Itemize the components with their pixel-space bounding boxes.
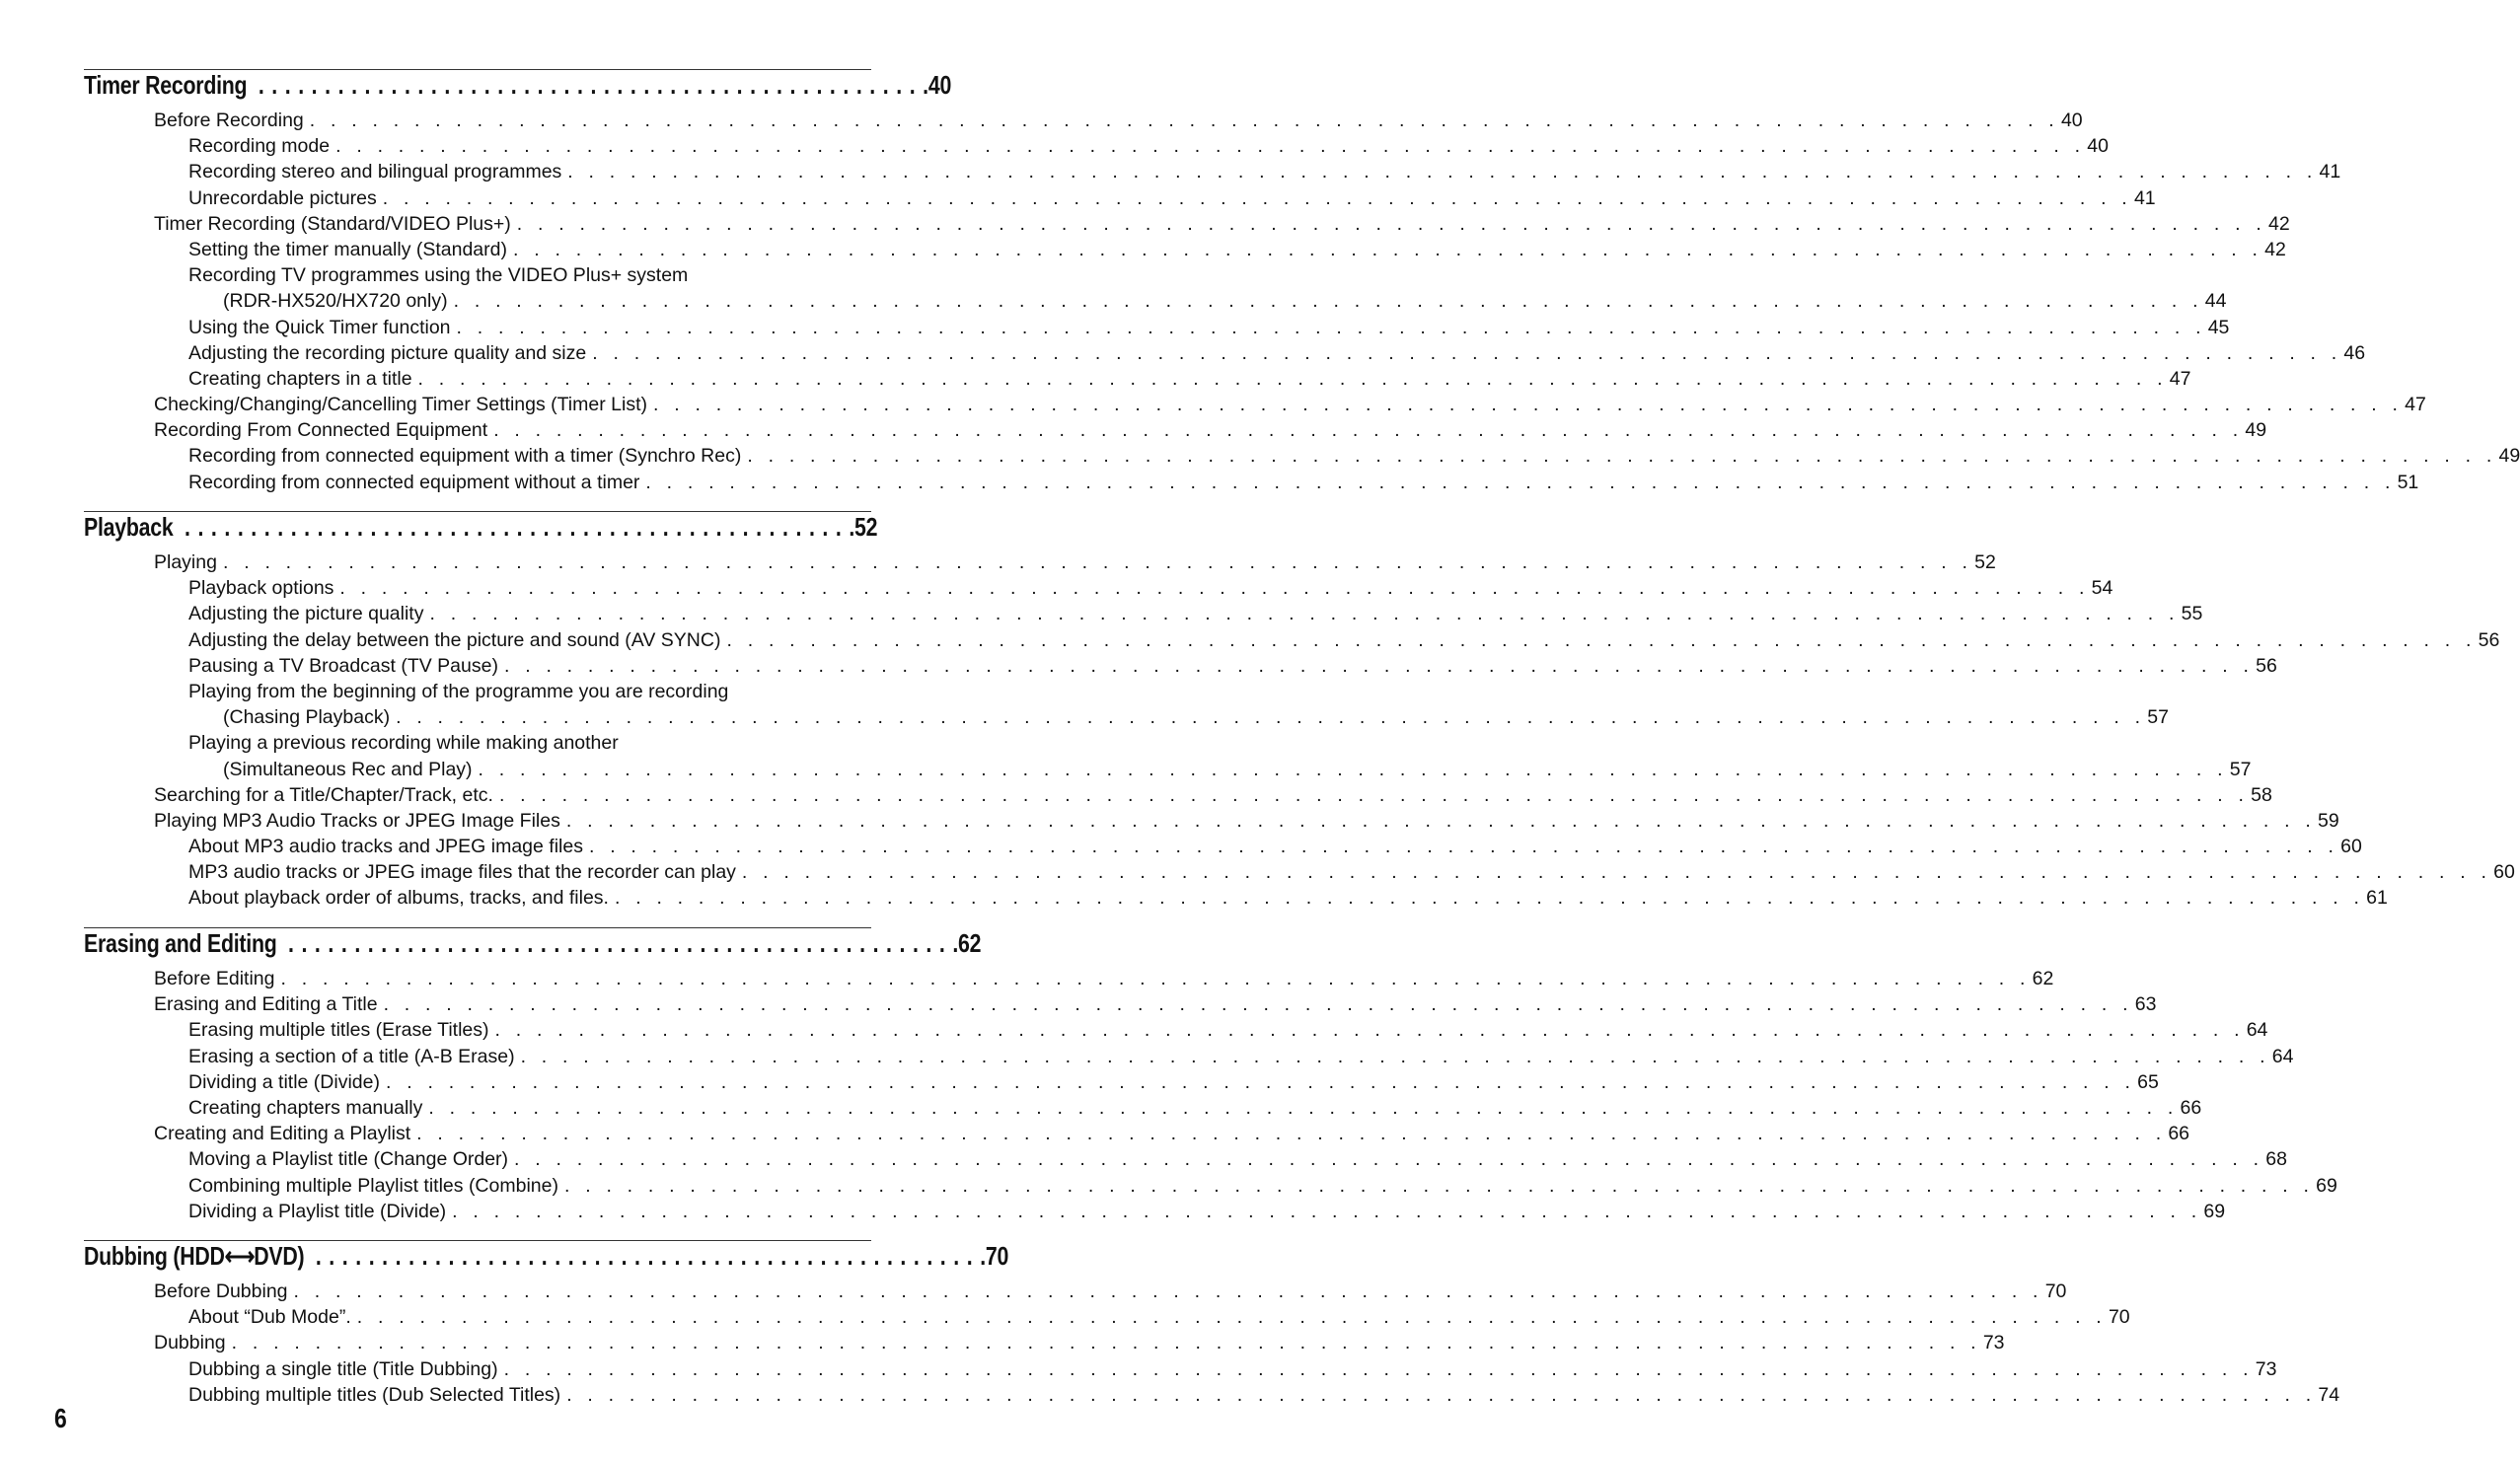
leader-dots: . . . . . . . . . . . . . . . . . . . . . . . . . . . . . . . . . . . . . . . . . . . . . . . . . . . . . . . . . . . . . . . . . . . . . . . . . . . . . . . . . . . . xyxy=(747,445,2497,468)
entry-title: Before Dubbing xyxy=(154,1280,288,1302)
entry-title: Playback options xyxy=(188,577,334,600)
section-heading xyxy=(84,1241,1009,1279)
entry-title: Recording from connected equipment with a timer (Synchro Rec) xyxy=(188,445,742,468)
toc-entry xyxy=(84,653,2277,679)
entry-page-number: 74 xyxy=(2318,1383,2340,1406)
leader-dots: . . . . . . . . . . . . . . . . . . . . . . . . . . . . . . . . . . . . . . . . . . . . . . . . . . . . . . . . . . . . . . . . . . . . . . . . . . . . . . . . . . . . xyxy=(356,1306,2107,1329)
leader-dots: . . . . . . . . . . . . . . . . . . . . . . . . . . . . . . . . . . . . . . . . . . . . . . . . . . . . . . . . . . . . . . . . . . . . . . . . . . . . . . . . . . . . xyxy=(382,186,2132,209)
toc-section-playback xyxy=(84,511,2515,912)
entry-title: Searching for a Title/Chapter/Track, etc. xyxy=(154,783,493,806)
leader-dots: .................................................. xyxy=(315,1241,981,1271)
entry-title: Recording From Connected Equipment xyxy=(154,419,488,442)
leader-dots: . . . . . . . . . . . . . . . . . . . . . . . . . . . . . . . . . . . . . . . . . . . . . . . . . . . . . . . . . . . . . . . . . . . . . . . . . . . . . . . . . . . . xyxy=(222,551,1973,573)
toc-entry xyxy=(84,730,871,756)
toc-entry xyxy=(84,627,2500,653)
toc-entry xyxy=(84,159,2341,184)
entry-page-number: 60 xyxy=(2340,836,2362,858)
leader-dots: .................................................. xyxy=(184,512,850,542)
page-folio: 6 xyxy=(54,1403,67,1433)
entry-title: Adjusting the delay between the picture and sound (AV SYNC) xyxy=(188,628,721,651)
entry-page-number: 56 xyxy=(2256,654,2277,677)
entry-page-number: 41 xyxy=(2133,186,2156,209)
toc-entry xyxy=(84,1382,2340,1408)
entry-page-number: 69 xyxy=(2316,1174,2337,1197)
entry-page-number: 40 xyxy=(2060,110,2083,131)
entry-page-number: 65 xyxy=(2137,1070,2159,1093)
toc-entry xyxy=(84,185,2156,211)
entry-page-number: 60 xyxy=(2493,861,2515,884)
toc-entry xyxy=(84,1146,2287,1172)
section-page-number: .52 xyxy=(849,512,878,542)
entry-page-number: 42 xyxy=(2267,212,2290,235)
entry-title: Dubbing a single title (Title Dubbing) xyxy=(188,1357,498,1380)
leader-dots: . . . . . . . . . . . . . . . . . . . . . . . . . . . . . . . . . . . . . . . . . . . . . . . . . . . . . . . . . . . . . . . . . . . . . . . . . . . . . . . . . . . . xyxy=(726,628,2477,651)
toc-entry xyxy=(84,966,2054,991)
leader-dots: . . . . . . . . . . . . . . . . . . . . . . . . . . . . . . . . . . . . . . . . . . . . . . . . . . . . . . . . . . . . . . . . . . . . . . . . . . . . . . . . . . . . xyxy=(231,1332,1981,1354)
entry-page-number: 47 xyxy=(2405,394,2426,416)
leader-dots: . . . . . . . . . . . . . . . . . . . . . . . . . . . . . . . . . . . . . . . . . . . . . . . . . . . . . . . . . . . . . . . . . . . . . . . . . . . . . . . . . . . . xyxy=(592,341,2342,364)
leader-dots: . . . . . . . . . . . . . . . . . . . . . . . . . . . . . . . . . . . . . . . . . . . . . . . . . . . . . . . . . . . . . . . . . . . . . . . . . . . . . . . . . . . . xyxy=(417,367,2168,390)
entry-title: Erasing a section of a title (A-B Erase) xyxy=(188,1045,515,1067)
entry-list xyxy=(84,549,2515,912)
entry-title: Timer Recording (Standard/VIDEO Plus+) xyxy=(154,212,511,235)
entry-page-number: 52 xyxy=(1974,551,1996,573)
entry-title: Adjusting the picture quality xyxy=(188,603,424,625)
toc-entry xyxy=(84,1173,2337,1199)
entry-page-number: 47 xyxy=(2169,367,2191,390)
entry-page-number: 69 xyxy=(2203,1200,2226,1222)
toc-entry xyxy=(84,1279,2067,1304)
toc-entry xyxy=(84,575,2113,601)
section-title: Erasing and Editing xyxy=(84,928,277,958)
entry-page-number: 70 xyxy=(2108,1306,2130,1329)
entry-page-number: 49 xyxy=(2245,419,2267,442)
leader-dots: . . . . . . . . . . . . . . . . . . . . . . . . . . . . . . . . . . . . . . . . . . . . . . . . . . . . . . . . . . . . . . . . . . . . . . . . . . . . . . . . . . . . xyxy=(741,861,2492,884)
leader-dots: . . . . . . . . . . . . . . . . . . . . . . . . . . . . . . . . . . . . . . . . . . . . . . . . . . . . . . . . . . . . . . . . . . . . . . . . . . . . . . . . . . . . xyxy=(339,577,2090,600)
entry-title: Dubbing multiple titles (Dub Selected Titles) xyxy=(188,1383,561,1406)
entry-page-number: 66 xyxy=(2180,1096,2202,1119)
leader-dots: .................................................. xyxy=(287,928,953,958)
toc-entry xyxy=(84,470,2419,495)
leader-dots: . . . . . . . . . . . . . . . . . . . . . . . . . . . . . . . . . . . . . . . . . . . . . . . . . . . . . . . . . . . . . . . . . . . . . . . . . . . . . . . . . . . . xyxy=(503,654,2255,677)
entry-page-number: 40 xyxy=(2087,135,2109,158)
leader-dots: . . . . . . . . . . . . . . . . . . . . . . . . . . . . . . . . . . . . . . . . . . . . . . . . . . . . . . . . . . . . . . . . . . . . . . . . . . . . . . . . . . . . xyxy=(614,887,2365,910)
leader-dots: . . . . . . . . . . . . . . . . . . . . . . . . . . . . . . . . . . . . . . . . . . . . . . . . . . . . . . . . . . . . . . . . . . . . . . . . . . . . . . . . . . . . xyxy=(503,1357,2254,1380)
entry-title: About “Dub Mode”. xyxy=(188,1306,351,1329)
toc-entry xyxy=(84,366,2191,392)
entry-title: Creating chapters in a title xyxy=(188,367,412,390)
leader-dots: . . . . . . . . . . . . . . . . . . . . . . . . . . . . . . . . . . . . . . . . . . . . . . . . . . . . . . . . . . . . . . . . . . . . . . . . . . . . . . . . . . . . xyxy=(452,1200,2202,1222)
entry-page-number: 51 xyxy=(2397,471,2419,493)
toc-entry xyxy=(84,859,2515,885)
entry-title-continued: (Chasing Playback) xyxy=(223,706,391,729)
toc-entry xyxy=(84,1356,2277,1382)
toc-section-erasing-editing xyxy=(84,927,2337,1224)
section-title: Dubbing (HDD⟷DVD) xyxy=(84,1241,305,1271)
entry-page-number: 57 xyxy=(2229,758,2252,780)
toc-entry xyxy=(84,315,2230,340)
entry-page-number: 57 xyxy=(2147,706,2169,729)
leader-dots: . . . . . . . . . . . . . . . . . . . . . . . . . . . . . . . . . . . . . . . . . . . . . . . . . . . . . . . . . . . . . . . . . . . . . . . . . . . . . . . . . . . . xyxy=(567,161,2318,183)
toc-entry xyxy=(84,1069,2159,1095)
toc-entry xyxy=(84,392,2426,417)
entry-title: Dividing a Playlist title (Divide) xyxy=(188,1200,447,1222)
leader-dots: . . . . . . . . . . . . . . . . . . . . . . . . . . . . . . . . . . . . . . . . . . . . . . . . . . . . . . . . . . . . . . . . . . . . . . . . . . . . . . . . . . . . xyxy=(478,758,2228,780)
leader-dots: . . . . . . . . . . . . . . . . . . . . . . . . . . . . . . . . . . . . . . . . . . . . . . . . . . . . . . . . . . . . . . . . . . . . . . . . . . . . . . . . . . . . xyxy=(652,394,2404,416)
toc-entry xyxy=(84,417,2267,443)
entry-title: Before Editing xyxy=(154,968,275,989)
entry-title-continued: (Simultaneous Rec and Play) xyxy=(223,758,473,780)
entry-page-number: 68 xyxy=(2265,1148,2287,1171)
entry-title: Recording from connected equipment without a timer xyxy=(188,471,640,493)
leader-dots: . . . . . . . . . . . . . . . . . . . . . . . . . . . . . . . . . . . . . . . . . . . . . . . . . . . . . . . . . . . . . . . . . . . . . . . . . . . . . . . . . . . . xyxy=(383,993,2133,1016)
toc-entry xyxy=(84,1199,2226,1224)
toc-entry xyxy=(84,885,2388,911)
leader-dots: . . . . . . . . . . . . . . . . . . . . . . . . . . . . . . . . . . . . . . . . . . . . . . . . . . . . . . . . . . . . . . . . . . . . . . . . . . . . . . . . . . . . xyxy=(385,1070,2136,1093)
entry-page-number: 44 xyxy=(2204,290,2227,313)
leader-dots: . . . . . . . . . . . . . . . . . . . . . . . . . . . . . . . . . . . . . . . . . . . . . . . . . . . . . . . . . . . . . . . . . . . . . . . . . . . . . . . . . . . . xyxy=(416,1123,2167,1145)
toc-entry xyxy=(84,262,871,288)
entry-title: Creating chapters manually xyxy=(188,1096,423,1119)
leader-dots: . . . . . . . . . . . . . . . . . . . . . . . . . . . . . . . . . . . . . . . . . . . . . . . . . . . . . . . . . . . . . . . . . . . . . . . . . . . . . . . . . . . . xyxy=(566,1383,2317,1406)
entry-page-number: 59 xyxy=(2318,809,2339,832)
entry-page-number: 64 xyxy=(2246,1019,2268,1042)
entry-page-number: 64 xyxy=(2271,1045,2294,1067)
toc-entry-continued xyxy=(84,757,2252,782)
entry-title: Recording TV programmes using the VIDEO Plus+ system xyxy=(188,264,689,287)
toc-entry xyxy=(84,1017,2268,1043)
entry-title: Playing a previous recording while making another xyxy=(188,732,619,755)
entry-title: Playing MP3 Audio Tracks or JPEG Image Files xyxy=(154,809,560,832)
entry-page-number: 63 xyxy=(2134,993,2157,1016)
leader-dots: . . . . . . . . . . . . . . . . . . . . . . . . . . . . . . . . . . . . . . . . . . . . . . . . . . . . . . . . . . . . . . . . . . . . . . . . . . . . . . . . . . . . xyxy=(293,1280,2043,1302)
entry-title: Playing from the beginning of the programme you are recording xyxy=(188,680,729,702)
leader-dots: . . . . . . . . . . . . . . . . . . . . . . . . . . . . . . . . . . . . . . . . . . . . . . . . . . . . . . . . . . . . . . . . . . . . . . . . . . . . . . . . . . . . xyxy=(645,471,2396,493)
toc-entry xyxy=(84,549,1996,575)
section-page-number: .62 xyxy=(952,928,982,958)
entry-title: Adjusting the recording picture quality and size xyxy=(188,341,587,364)
section-heading xyxy=(84,70,952,108)
entry-title: Creating and Editing a Playlist xyxy=(154,1123,411,1145)
entry-title: Recording mode xyxy=(188,135,331,158)
leader-dots: . . . . . . . . . . . . . . . . . . . . . . . . . . . . . . . . . . . . . . . . . . . . . . . . . . . . . . . . . . . . . . . . . . . . . . . . . . . . . . . . . . . . xyxy=(513,238,2263,260)
toc-entry xyxy=(84,340,2366,366)
leader-dots: . . . . . . . . . . . . . . . . . . . . . . . . . . . . . . . . . . . . . . . . . . . . . . . . . . . . . . . . . . . . . . . . . . . . . . . . . . . . . . . . . . . . xyxy=(335,135,2086,158)
entry-list xyxy=(84,966,2337,1224)
entry-title-continued: (RDR-HX520/HX720 only) xyxy=(223,290,448,313)
toc-entry xyxy=(84,443,2520,469)
toc-entry xyxy=(84,108,2083,133)
leader-dots: . . . . . . . . . . . . . . . . . . . . . . . . . . . . . . . . . . . . . . . . . . . . . . . . . . . . . . . . . . . . . . . . . . . . . . . . . . . . . . . . . . . . xyxy=(396,706,2146,729)
leader-dots: .................................................. xyxy=(258,70,924,100)
entry-title: Checking/Changing/Cancelling Timer Settings (Timer List) xyxy=(154,394,647,416)
entry-page-number: 54 xyxy=(2091,577,2113,600)
leader-dots: . . . . . . . . . . . . . . . . . . . . . . . . . . . . . . . . . . . . . . . . . . . . . . . . . . . . . . . . . . . . . . . . . . . . . . . . . . . . . . . . . . . . xyxy=(493,419,2244,442)
section-page-number: .40 xyxy=(923,70,952,100)
leader-dots: . . . . . . . . . . . . . . . . . . . . . . . . . . . . . . . . . . . . . . . . . . . . . . . . . . . . . . . . . . . . . . . . . . . . . . . . . . . . . . . . . . . . xyxy=(514,1148,2264,1171)
toc-entry xyxy=(84,237,2286,262)
entry-page-number: 62 xyxy=(2032,968,2054,989)
toc-entry xyxy=(84,1330,2005,1355)
section-heading xyxy=(84,512,878,549)
double-arrow-icon: ⟷ xyxy=(224,1241,256,1271)
section-title: Timer Recording xyxy=(84,70,248,100)
leader-dots: . . . . . . . . . . . . . . . . . . . . . . . . . . . . . . . . . . . . . . . . . . . . . . . . . . . . . . . . . . . . . . . . . . . . . . . . . . . . . . . . . . . . xyxy=(588,836,2339,858)
entry-title: Erasing multiple titles (Erase Titles) xyxy=(188,1019,489,1042)
toc-entry xyxy=(84,1095,2202,1121)
entry-title: Unrecordable pictures xyxy=(188,186,377,209)
section-title: Playback xyxy=(84,512,174,542)
entry-title: Moving a Playlist title (Change Order) xyxy=(188,1148,509,1171)
entry-page-number: 73 xyxy=(2255,1357,2277,1380)
entry-title: Setting the timer manually (Standard) xyxy=(188,238,507,260)
leader-dots: . . . . . . . . . . . . . . . . . . . . . . . . . . . . . . . . . . . . . . . . . . . . . . . . . . . . . . . . . . . . . . . . . . . . . . . . . . . . . . . . . . . . xyxy=(456,316,2206,338)
leader-dots: . . . . . . . . . . . . . . . . . . . . . . . . . . . . . . . . . . . . . . . . . . . . . . . . . . . . . . . . . . . . . . . . . . . . . . . . . . . . . . . . . . . . xyxy=(429,603,2180,625)
entry-title: MP3 audio tracks or JPEG image files that the recorder can play xyxy=(188,861,736,884)
entry-title: About MP3 audio tracks and JPEG image files xyxy=(188,836,583,858)
entry-page-number: 45 xyxy=(2207,316,2230,338)
leader-dots: . . . . . . . . . . . . . . . . . . . . . . . . . . . . . . . . . . . . . . . . . . . . . . . . . . . . . . . . . . . . . . . . . . . . . . . . . . . . . . . . . . . . xyxy=(565,809,2317,832)
toc-entry xyxy=(84,601,2203,626)
entry-page-number: 58 xyxy=(2251,783,2272,806)
entry-page-number: 55 xyxy=(2181,603,2203,625)
toc-section-dubbing xyxy=(84,1240,2340,1408)
toc-entry xyxy=(84,782,2272,808)
leader-dots: . . . . . . . . . . . . . . . . . . . . . . . . . . . . . . . . . . . . . . . . . . . . . . . . . . . . . . . . . . . . . . . . . . . . . . . . . . . . . . . . . . . . xyxy=(516,212,2266,235)
leader-dots: . . . . . . . . . . . . . . . . . . . . . . . . . . . . . . . . . . . . . . . . . . . . . . . . . . . . . . . . . . . . . . . . . . . . . . . . . . . . . . . . . . . . xyxy=(428,1096,2179,1119)
leader-dots: . . . . . . . . . . . . . . . . . . . . . . . . . . . . . . . . . . . . . . . . . . . . . . . . . . . . . . . . . . . . . . . . . . . . . . . . . . . . . . . . . . . . xyxy=(309,110,2059,131)
toc-entry xyxy=(84,834,2362,859)
entry-title: Dubbing xyxy=(154,1332,226,1354)
toc-entry xyxy=(84,808,2339,834)
leader-dots: . . . . . . . . . . . . . . . . . . . . . . . . . . . . . . . . . . . . . . . . . . . . . . . . . . . . . . . . . . . . . . . . . . . . . . . . . . . . . . . . . . . . xyxy=(498,783,2250,806)
entry-page-number: 61 xyxy=(2366,887,2388,910)
entry-page-number: 70 xyxy=(2044,1280,2067,1302)
toc-entry xyxy=(84,211,2290,237)
entry-page-number: 66 xyxy=(2168,1123,2190,1145)
toc-entry-continued xyxy=(84,288,2227,314)
toc-entry xyxy=(84,1121,2190,1146)
entry-page-number: 42 xyxy=(2264,238,2286,260)
entry-title: Using the Quick Timer function xyxy=(188,316,451,338)
leader-dots: . . . . . . . . . . . . . . . . . . . . . . . . . . . . . . . . . . . . . . . . . . . . . . . . . . . . . . . . . . . . . . . . . . . . . . . . . . . . . . . . . . . . xyxy=(494,1019,2245,1042)
entry-title: Playing xyxy=(154,551,217,573)
toc-entry xyxy=(84,1044,2294,1069)
entry-title: Pausing a TV Broadcast (TV Pause) xyxy=(188,654,498,677)
section-page-number: .70 xyxy=(980,1241,1009,1271)
entry-page-number: 56 xyxy=(2478,628,2500,651)
entry-title: About playback order of albums, tracks, and files. xyxy=(188,887,609,910)
toc-entry xyxy=(84,991,2157,1017)
entry-page-number: 46 xyxy=(2343,341,2366,364)
toc-entry xyxy=(84,679,871,704)
leader-dots: . . . . . . . . . . . . . . . . . . . . . . . . . . . . . . . . . . . . . . . . . . . . . . . . . . . . . . . . . . . . . . . . . . . . . . . . . . . . . . . . . . . . xyxy=(520,1045,2270,1067)
entry-list xyxy=(84,1279,2340,1408)
leader-dots: . . . . . . . . . . . . . . . . . . . . . . . . . . . . . . . . . . . . . . . . . . . . . . . . . . . . . . . . . . . . . . . . . . . . . . . . . . . . . . . . . . . . xyxy=(453,290,2203,313)
toc-entry xyxy=(84,1304,2130,1330)
entry-title: Erasing and Editing a Title xyxy=(154,993,378,1016)
section-heading xyxy=(84,928,982,966)
leader-dots: . . . . . . . . . . . . . . . . . . . . . . . . . . . . . . . . . . . . . . . . . . . . . . . . . . . . . . . . . . . . . . . . . . . . . . . . . . . . . . . . . . . . xyxy=(280,968,2031,989)
entry-title: Combining multiple Playlist titles (Combine) xyxy=(188,1174,558,1197)
toc-entry xyxy=(84,133,2109,159)
toc-section-timer-recording xyxy=(84,69,2520,495)
entry-title: Before Recording xyxy=(154,110,304,131)
toc-entry-continued xyxy=(84,704,2169,730)
entry-page-number: 41 xyxy=(2319,161,2341,183)
entry-title: Dividing a title (Divide) xyxy=(188,1070,380,1093)
entry-title: Recording stereo and bilingual programmes xyxy=(188,161,562,183)
entry-list xyxy=(84,108,2520,495)
entry-page-number: 49 xyxy=(2498,445,2520,468)
leader-dots: . . . . . . . . . . . . . . . . . . . . . . . . . . . . . . . . . . . . . . . . . . . . . . . . . . . . . . . . . . . . . . . . . . . . . . . . . . . . . . . . . . . . xyxy=(563,1174,2315,1197)
entry-page-number: 73 xyxy=(1982,1332,2005,1354)
